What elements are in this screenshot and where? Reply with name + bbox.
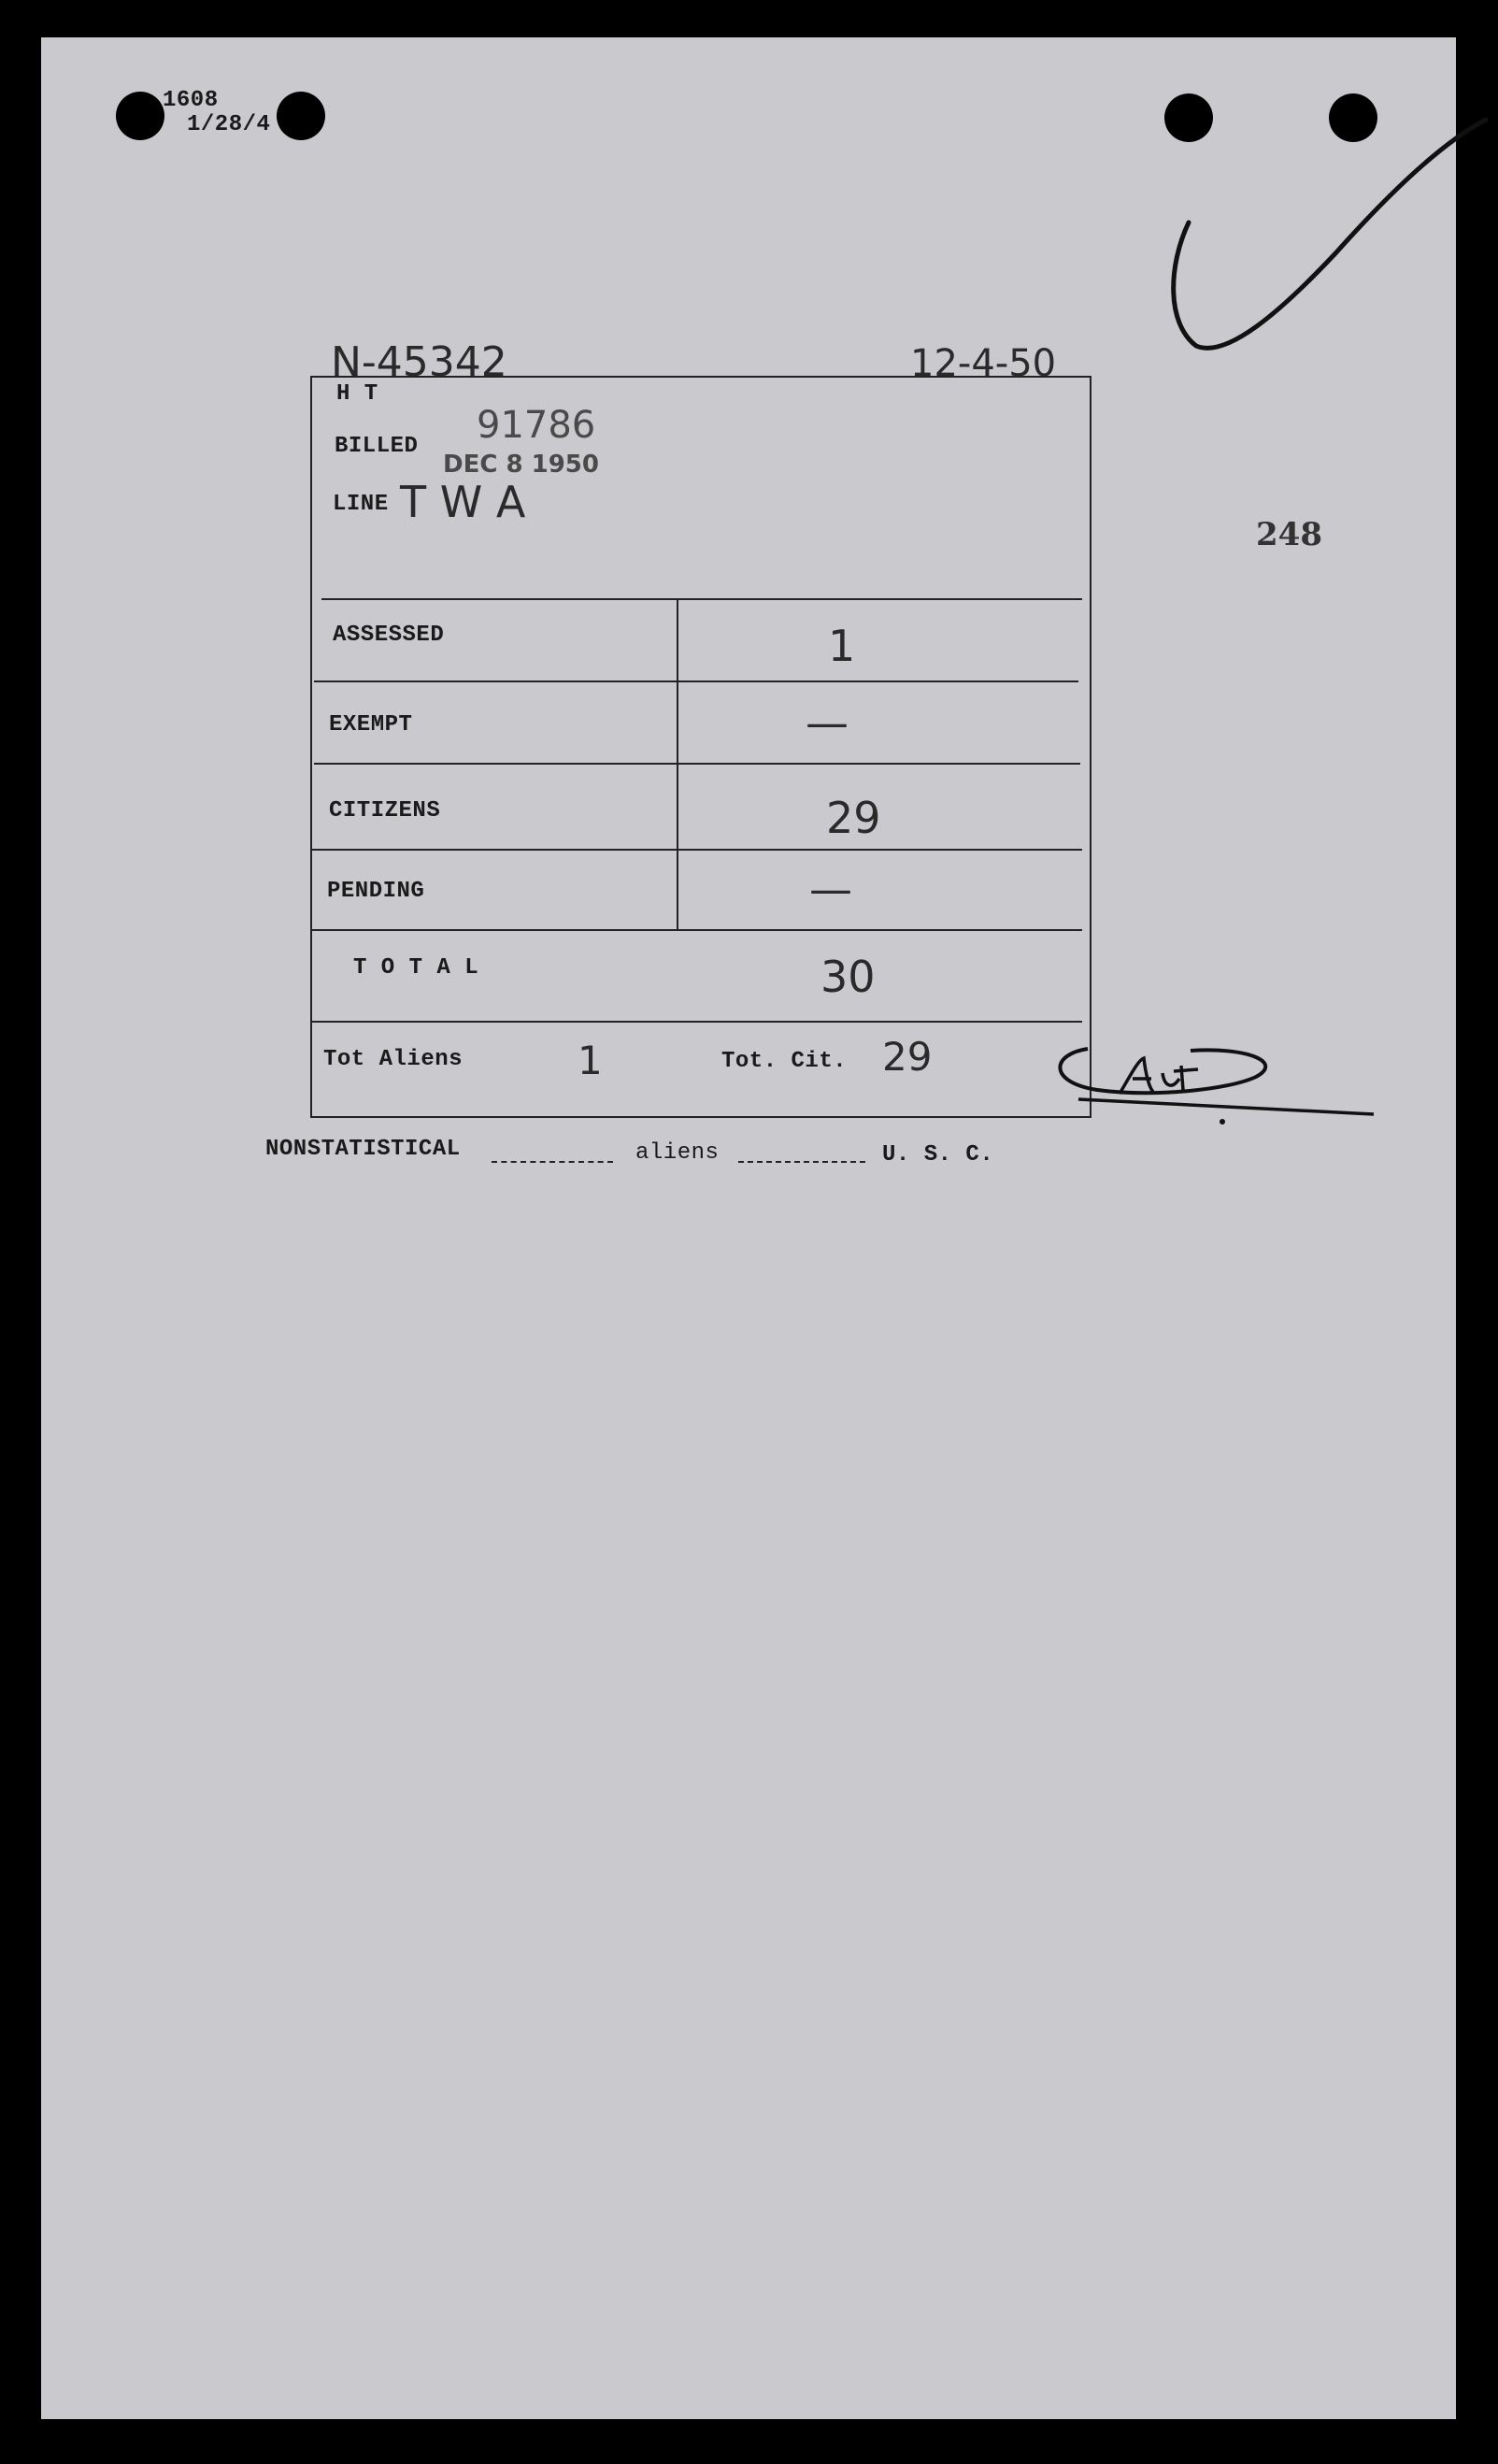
ht-label: H T <box>336 381 378 407</box>
punch-hole-left-2 <box>277 92 325 140</box>
line-label: LINE <box>333 492 389 517</box>
table-rule-1 <box>314 680 1078 682</box>
stamp-date: DEC 8 1950 <box>443 451 599 479</box>
form-revision: 1/28/4 <box>187 112 271 137</box>
nonstatistical-label: NONSTATISTICAL <box>265 1137 461 1162</box>
total-value: 30 <box>820 952 876 1002</box>
tot-aliens-value: 1 <box>578 1038 603 1083</box>
table-rule-top <box>321 598 1082 600</box>
citizens-value: 29 <box>826 793 881 843</box>
document-sheet <box>41 37 1456 2419</box>
line-value: T W A <box>400 477 526 527</box>
table-rule-3 <box>312 849 1082 851</box>
aliens-label: aliens <box>635 1140 720 1166</box>
tot-aliens-label: Tot Aliens <box>323 1047 464 1072</box>
form-number: 1608 <box>163 88 219 113</box>
page-number: 248 <box>1256 516 1322 553</box>
assessed-label: ASSESSED <box>333 623 445 648</box>
assessed-value: 1 <box>828 621 856 671</box>
tot-cit-label: Tot. Cit. <box>721 1049 848 1074</box>
file-number: N-45342 <box>331 338 507 386</box>
table-rule-4 <box>312 929 1082 931</box>
total-label: T O T A L <box>353 955 479 981</box>
exempt-value: — <box>806 697 849 748</box>
punch-hole-left-1 <box>116 92 164 140</box>
pending-label: PENDING <box>327 879 425 904</box>
checkmark-icon <box>1140 79 1498 387</box>
usc-label: U. S. C. <box>882 1142 994 1168</box>
citizens-label: CITIZENS <box>329 798 441 824</box>
stamp-number: 91786 <box>477 404 596 447</box>
tot-cit-value: 29 <box>882 1034 933 1080</box>
nonstatistical-usc-blank <box>738 1161 865 1163</box>
table-rule-5 <box>312 1021 1082 1023</box>
exempt-label: EXEMPT <box>329 712 413 738</box>
initials-signature <box>1041 1041 1377 1125</box>
pending-value: — <box>809 864 852 914</box>
table-column-divider <box>677 598 678 929</box>
billed-label: BILLED <box>335 434 419 459</box>
nonstatistical-aliens-blank <box>492 1161 613 1163</box>
header-date: 12-4-50 <box>910 342 1057 385</box>
table-rule-2 <box>314 763 1080 765</box>
